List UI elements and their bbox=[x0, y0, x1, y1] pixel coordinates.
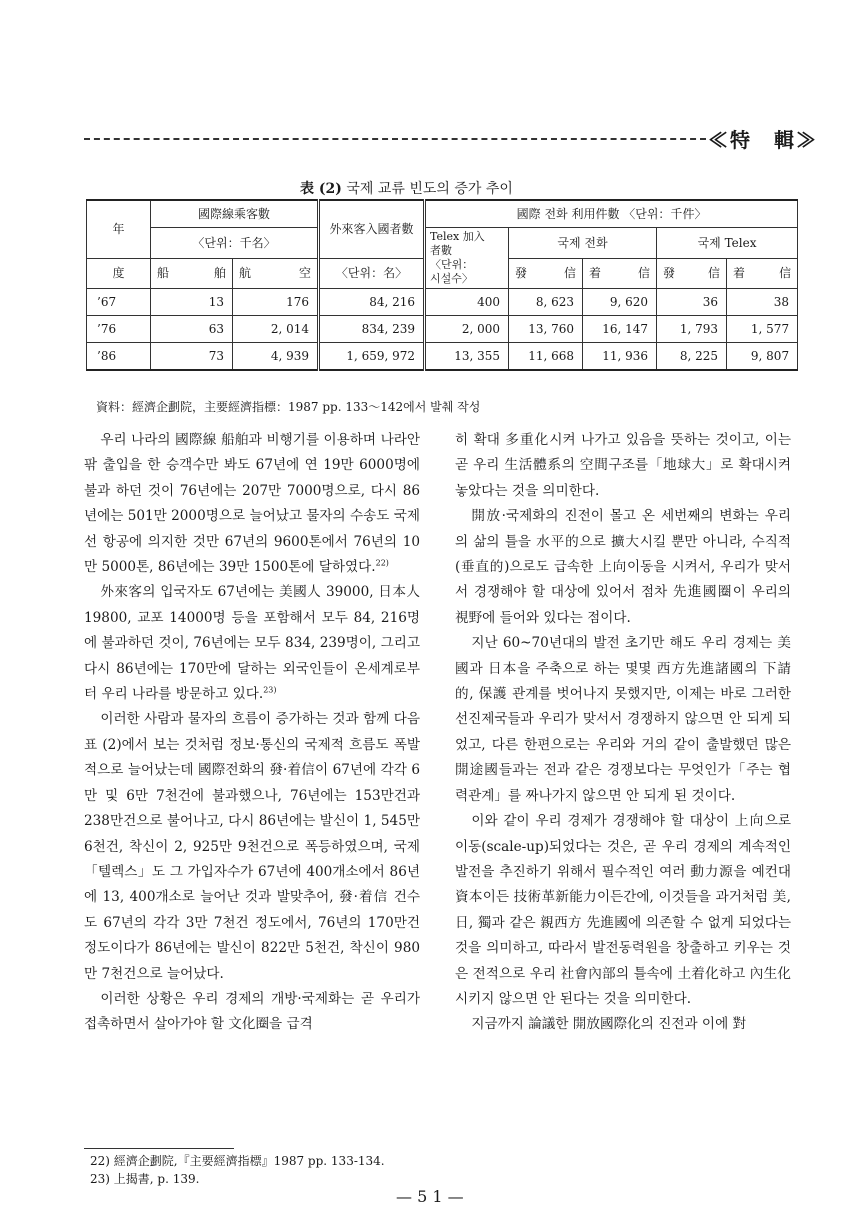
cell-telex-recv: 1, 577 bbox=[727, 316, 798, 343]
paragraph: 開放·국제화의 진전이 몰고 온 세번째의 변화는 우리의 삶의 틀을 水平的으로 擴大시킬 뿐만 아니라, 수직적(垂直的)으로도 급속한 上向이동을 시켜서, 우리가 맞서서 경쟁해야 할 대상에 있어서 점차 先進國圈이 우리의 視野에 들어와 있다는 점이다. bbox=[455, 508, 791, 626]
cell-phone-send: 13, 760 bbox=[509, 316, 583, 343]
col-foreigners: 外來客入國者數 bbox=[319, 200, 425, 258]
cell-ship: 73 bbox=[151, 343, 233, 371]
col-year-top: 年 bbox=[87, 200, 151, 258]
cell-phone-send: 8, 623 bbox=[509, 289, 583, 316]
cell-phone-recv: 9, 620 bbox=[583, 289, 657, 316]
header-dashed-rule bbox=[84, 138, 706, 140]
paragraph: 우리 나라의 國際線 船舶과 비행기를 이용하며 나라안팎 출입을 한 승객수만 봐도 67년에 연 19만 6000명에 불과 하던 것이 76년에는 207만 7000명으로, 다시 86년에는 501만 2000명으로 늘어났고 물자의 수송도 국제선 항공에 의지한 것만 67년의 9600톤에서 76년의 10만 5000톤, 86년에는 39만 1500톤에 달하였다.$^{22)}$ bbox=[84, 432, 420, 576]
footnote-ref: 22) bbox=[375, 558, 389, 568]
cell-foreigners: 84, 216 bbox=[319, 289, 425, 316]
footnotes bbox=[90, 1152, 385, 1188]
col-intl-phone: 국제 전화 bbox=[509, 228, 657, 259]
cell-telex-subscribers: 2, 000 bbox=[425, 316, 509, 343]
col-telecom: 國際 전화 利用件數 〈단위：千件〉 bbox=[425, 200, 798, 228]
cell-ship: 13 bbox=[151, 289, 233, 316]
footnote-rule bbox=[84, 1148, 234, 1149]
table-row bbox=[87, 343, 798, 371]
paragraph: 이러한 상황은 우리 경제의 개방·국제화는 곧 우리가 접촉하면서 살아가야 할 文化圈을 급격 bbox=[84, 990, 420, 1033]
paragraph: 지금까지 論議한 開放國際化의 진전과 이에 對 bbox=[471, 1016, 747, 1033]
cell-telex-send: 1, 793 bbox=[657, 316, 727, 343]
section-header: ≪特 輯≫ bbox=[708, 128, 818, 152]
col-foreigners-unit: 〈단위：名〉 bbox=[319, 258, 425, 289]
table-caption bbox=[300, 178, 513, 198]
col-passengers: 國際線乘客數 bbox=[151, 200, 319, 228]
footnote-ref: 23) bbox=[263, 685, 277, 695]
paragraph: 히 확대 多重化시켜 나가고 있음을 뜻하는 것이고, 이는 곧 우리 生活體系의 空間구조를「地球大」로 확대시켜 놓았다는 것을 의미한다. bbox=[455, 432, 791, 499]
cell-phone-send: 11, 668 bbox=[509, 343, 583, 371]
table-caption-title: 국제 교류 빈도의 증가 추이 bbox=[346, 181, 513, 197]
cell-year: ’86 bbox=[87, 343, 151, 371]
exchange-frequency-table bbox=[86, 199, 798, 371]
col-telex-subscribers: Telex 加入 者數 〈단위： 시설수〉 bbox=[425, 228, 509, 289]
cell-telex-send: 8, 225 bbox=[657, 343, 727, 371]
page-number: — 5 1 — bbox=[396, 1187, 464, 1206]
cell-year: ’67 bbox=[87, 289, 151, 316]
table-container bbox=[86, 199, 797, 371]
paragraph: 이러한 사람과 물자의 흐름이 증가하는 것과 함께 다음 표 (2)에서 보는 것처럼 정보·통신의 국제적 흐름도 폭발적으로 늘어났는데 國際전화의 發·着信이 67년에 각각 6만 및 6만 7천건에 불과했으나, 76년에는 153만건과 238만건으로 불어나고, 다시 86년에는 발신이 1, 545만 6천건, 착신이 2, 925만 9천건으로 폭등하였으며, 국제「텔렉스」도 그 가입자수가 67년에 400개소에서 86년에 13, 400개소로 늘어난 것과 발맞추어, 發·着信 건수도 67년의 각각 3만 7천건 정도에서, 76년의 170만건 정도이다가 86년에는 발신이 822만 5천건, 착신이 980만 7천건으로 늘어났다. bbox=[84, 711, 420, 982]
cell-telex-subscribers: 400 bbox=[425, 289, 509, 316]
col-telex-send: 發 信 bbox=[657, 258, 727, 289]
cell-phone-recv: 16, 147 bbox=[583, 316, 657, 343]
table-source-note: 資料：經濟企劃院，主要經濟指標：1987 pp. 133～142에서 발췌 작성 bbox=[96, 400, 481, 414]
cell-air: 4, 939 bbox=[233, 343, 319, 371]
cell-ship: 63 bbox=[151, 316, 233, 343]
cell-foreigners: 834, 239 bbox=[319, 316, 425, 343]
cell-telex-subscribers: 13, 355 bbox=[425, 343, 509, 371]
paragraph: 지난 60~70년대의 발전 초기만 해도 우리 경제는 美國과 日本을 주축으로 하는 몇몇 西方先進諸國의 下請的, 保護 관계를 벗어나지 못했지만, 이제는 바로 그러한 선진제국들과 우리가 맞서서 경쟁하지 않으면 안 되게 되었고, 다른 한편으로는 우리와 거의 같이 출발했던 많은 開途國들과는 전과 같은 경쟁보다는 무엇인가「주는 협력관계」를 짜나가지 않으면 안 되게 된 것이다. bbox=[455, 635, 791, 804]
col-phone-recv: 着 信 bbox=[583, 258, 657, 289]
table-row bbox=[87, 289, 798, 316]
cell-air: 2, 014 bbox=[233, 316, 319, 343]
body-column-left bbox=[84, 428, 420, 1038]
col-telex-recv: 着 信 bbox=[727, 258, 798, 289]
footnote-item: 22) 經濟企劃院,『主要經濟指標』1987 pp. 133-134. bbox=[90, 1154, 385, 1168]
col-intl-telex: 국제 Telex bbox=[657, 228, 798, 259]
col-air: 航 空 bbox=[233, 258, 319, 289]
col-phone-send: 發 信 bbox=[509, 258, 583, 289]
col-passengers-unit: 〈단위：千名〉 bbox=[151, 228, 319, 259]
cell-air: 176 bbox=[233, 289, 319, 316]
footnote-item: 23) 上揭書, p. 139. bbox=[90, 1172, 200, 1186]
paragraph: 外來客의 입국자도 67년에는 美國人 39000, 日本人 19800, 교포 14000명 등을 포함해서 모두 84, 216명에 불과하던 것이, 76년에는 모두 834, 239명이, 그리고 다시 86년에는 170만에 달하는 외국인들이 온세계로부터 우리 나라를 방문하고 있다.$^{23)}$ bbox=[84, 584, 420, 703]
cell-telex-send: 36 bbox=[657, 289, 727, 316]
cell-phone-recv: 11, 936 bbox=[583, 343, 657, 371]
body-column-right bbox=[455, 428, 791, 1038]
paragraph: 이와 같이 우리 경제가 경쟁해야 할 대상이 上向으로 이동(scale-up)되었다는 것은, 곧 우리 경제의 계속적인 발전을 추진하기 위해서 필수적인 여러 動力源을 예컨대 資本이든 技術革新能力이든간에, 이것들을 과거처럼 美, 日, 獨과 같은 親西方 先進國에 의존할 수 없게 되었다는 것을 의미하고, 따라서 발전동력원을 창출하고 키우는 것은 전적으로 우리 社會內部의 틀속에 土着化하고 內生化시키지 않으면 안 된다는 것을 의미한다. bbox=[455, 813, 791, 1007]
cell-year: ’76 bbox=[87, 316, 151, 343]
table-row bbox=[87, 316, 798, 343]
cell-telex-recv: 38 bbox=[727, 289, 798, 316]
cell-telex-recv: 9, 807 bbox=[727, 343, 798, 371]
col-ship: 船 舶 bbox=[151, 258, 233, 289]
cell-foreigners: 1, 659, 972 bbox=[319, 343, 425, 371]
table-caption-label: 表 (2) bbox=[300, 181, 342, 197]
col-year-bottom: 度 bbox=[87, 258, 151, 289]
